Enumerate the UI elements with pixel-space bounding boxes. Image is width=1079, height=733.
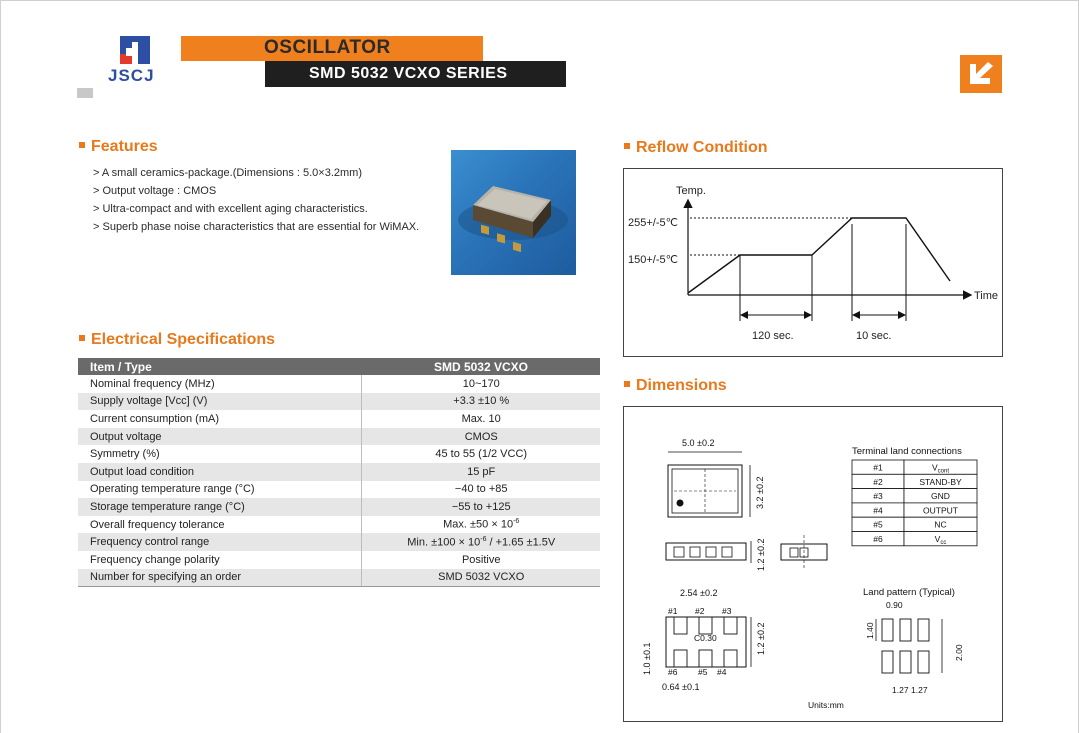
span-2-label: 10 sec. [856,330,892,342]
spec-value: Positive [362,551,600,569]
terminal-function: $V_{cont}$ [931,462,950,475]
features-list [93,164,419,236]
terminal-pin: #5 [873,519,883,530]
spec-item: Frequency control range [78,533,362,551]
width-dimension: 5.0 ±0.2 [682,438,715,448]
terminal-function: NC [934,519,947,530]
arrow-down-left-icon [960,55,1002,93]
dimensions-drawing-box [623,406,1003,722]
column-header-item: Item / Type [78,358,362,375]
pin-label: #2 [695,606,705,616]
terminal-function: STAND-BY [919,476,962,487]
page-top-border [0,0,1079,5]
table-row [78,410,600,428]
spec-item: Supply voltage [Vcc] (V) [78,393,362,411]
terminal-pin: #1 [873,462,883,473]
spec-item: Nominal frequency (MHz) [90,377,215,390]
spec-item: Current consumption (mA) [90,412,219,425]
land-height-dimension: 1.40 [865,622,875,639]
terminal-pin: #3 [873,491,883,502]
pin1-marker-icon [677,500,684,507]
pin-label: #4 [717,667,727,677]
units-label: Units:mm [808,700,844,710]
package-dimension-drawing [624,407,1002,721]
table-header-row [78,358,600,375]
table-row [78,533,600,551]
pin-label: #5 [698,667,708,677]
terminal-function: OUTPUT [923,505,958,516]
table-row [78,375,600,393]
table-row [78,551,600,569]
subtitle-banner [265,61,566,87]
spec-item: Frequency change polarity [90,553,220,566]
spec-value: 45 to 55 (1/2 VCC) [362,445,600,463]
electrical-spec-table [78,358,600,587]
spec-value: Max. $\pm 50 \times 10^{-6}$ [362,516,600,534]
pin-label: #1 [668,606,678,616]
pin-label: #6 [668,667,678,677]
pad-width-dimension: 0.64 ±0.1 [662,682,700,692]
table-row [78,393,600,411]
reflow-chart-box [623,168,1003,357]
feature-item: > Ultra-compact and with excellent aging characteristics. [93,200,419,218]
spec-value: 15 pF [362,463,600,481]
land-width-dimension: 0.90 [886,600,903,610]
reflow-profile-diagram [624,169,1002,356]
spec-item: Output load condition [78,463,362,481]
column-header-type: SMD 5032 VCXO [362,358,600,375]
heading-bullet-icon [79,335,85,341]
spec-value: −40 to +85 [362,481,600,499]
table-row [78,428,600,446]
terminal-pin: #2 [873,476,883,487]
spec-item: Overall frequency tolerance [90,518,225,531]
spec-item: Symmetry (%) [90,448,160,461]
product-photo [451,150,576,275]
spec-value: +3.3 ±10 % [362,393,600,411]
spec-item: Number for specifying an order [78,569,362,587]
feature-item: > A small ceramics-package.(Dimensions : 5.0×3.2mm) [93,164,419,182]
level-high-label: 255+/-5℃ [628,217,678,229]
header-decoration [77,88,93,98]
table-row [78,463,600,481]
heading-bullet-icon [624,143,630,149]
table-row [78,516,600,534]
spec-item: Output voltage [78,428,362,446]
page-left-border [0,0,1,733]
land-pattern-title: Land pattern (Typical) [863,587,955,598]
terminal-pin: #6 [873,534,883,544]
land-pitch-2: 1.27 [911,685,928,695]
heading-bullet-icon [624,381,630,387]
pad-height-dimension: 1.2 ±0.2 [756,622,766,655]
terminal-function: GND [931,491,950,502]
y-axis-label: Temp. [676,185,706,197]
document-subtitle: SMD 5032 VCXO SERIES [309,65,508,82]
spec-value: SMD 5032 VCXO [362,569,600,587]
table-row [78,445,600,463]
table-row [78,481,600,499]
span-1-label: 120 sec. [752,330,794,342]
terminal-pin: #4 [873,505,883,516]
feature-item: > Output voltage : CMOS [93,182,419,200]
terminal-table-title: Terminal land connections [852,446,962,457]
dimensions-heading: Dimensions [624,377,727,395]
thickness-dimension: 1.2 ±0.2 [756,538,766,571]
pin-label: #3 [722,606,732,616]
features-heading: Features [79,138,158,156]
spec-item: Operating temperature range (°C) [90,483,255,496]
feature-item: > Superb phase noise characteristics that are essential for WiMAX. [93,218,419,236]
spec-value: Min. $\pm 100 \times 10^{-6} / +1.65 \pm 1.5V$ [362,533,600,551]
pad-side-dimension: 1.0 ±0.1 [642,642,652,675]
land-pitch-1: 1.27 [892,685,909,695]
spec-item: Storage temperature range (°C) [78,498,362,516]
title-banner [181,36,483,61]
table-row [78,569,600,587]
spec-value: CMOS [362,428,600,446]
height-dimension: 3.2 ±0.2 [755,476,765,509]
chamfer-label: C0.30 [694,633,717,643]
document-title: OSCILLATOR [264,37,391,58]
heading-bullet-icon [79,142,85,148]
terminal-function: $V_{cc}$ [934,534,947,546]
terminal-table [852,460,977,546]
reflow-heading: Reflow Condition [624,139,768,157]
logo-text: JSCJ [108,66,155,85]
level-low-label: 150+/-5℃ [628,254,678,266]
spec-value: Max. 10 [362,410,600,428]
spec-value: 10~170 [362,375,600,393]
land-total-dimension: 2.00 [954,644,964,661]
spec-value: −55 to +125 [362,498,600,516]
x-axis-label: Time [974,290,999,302]
electrical-heading: Electrical Specifications [79,331,275,349]
table-row [78,498,600,516]
oscillator-chip-image [451,150,576,275]
pitch-dimension: 2.54 ±0.2 [680,588,718,598]
